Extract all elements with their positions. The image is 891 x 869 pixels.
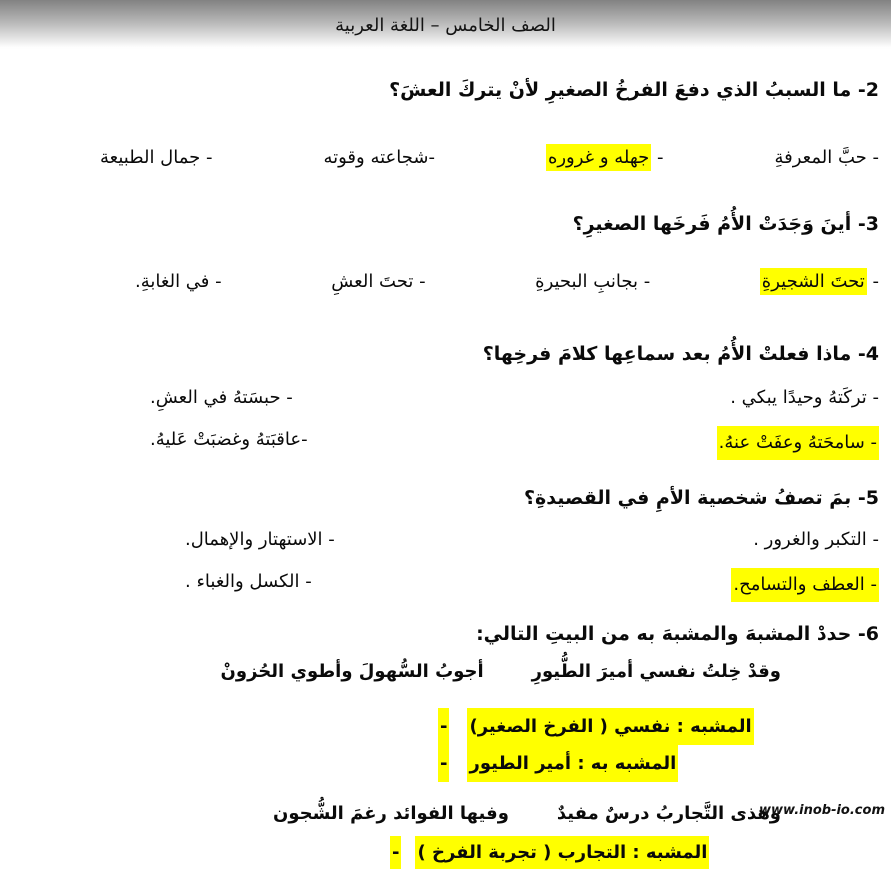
q3-option-3: - تحتَ العشِ [331,271,426,292]
q6-verse-1-right-hemistich: وقدْ خِلتُ نفسي أميرَ الطُّيورِ [531,661,781,682]
q6-verse-2-right-hemistich: وهذى التَّجاربُ درسٌ مفيدٌ [556,803,781,824]
q3-option-4: - في الغابةِ. [135,271,222,292]
q2-option-2-dash: - [651,147,664,168]
q6-answer-line-2 [438,745,891,782]
q5-option-4: - الكسل والغباء . [185,571,312,592]
q6-verse-2-left-hemistich: وفيها الفوائد رغمَ الشُّجون [272,803,509,824]
question-4-options-row-1 [150,384,879,412]
q4-option-1: - تركَتهُ وحيدًا يبكي . [730,387,879,408]
q6-answer-block [0,708,891,782]
q5-option-1: - التكبر والغرور . [753,529,879,550]
question-4-text: 4- ماذا فعلتْ الأُمُ بعد سماعِها كلامَ فرخِها؟ [482,343,879,365]
q6-answer-2-dash: - [438,745,449,782]
q4-option-2: - حبسَتهُ في العشِ. [150,387,293,408]
question-2-text: 2- ما السببُ الذي دفعَ الفرخُ الصغيرِ لأنْ يتركَ العشَ؟ [389,79,879,101]
q2-option-2-highlight: جهله و غروره [546,144,651,171]
q3-option-1-dash: - [866,271,879,292]
q6-answer-1-dash: - [438,708,449,745]
q6-verse-2 [0,800,781,828]
q4-option-4: -عاقبَتهُ وغضبَتْ عَليهُ. [150,429,308,450]
q5-option-2: - الاستهتار والإهمال. [185,529,335,550]
q6-answer-3-text: المشبه : التجارب ( تجربة الفرخ ) [415,836,709,869]
q5-option-3-highlight: - العطف والتسامح. [731,568,879,602]
question-5-options-row-1 [185,526,879,554]
q3-option-1 [760,268,879,296]
q2-option-2 [546,144,664,172]
question-2-options-row [100,144,879,172]
page-header [0,0,891,50]
q6-answer-line-1 [438,708,891,745]
question-3-options-row [135,268,879,296]
q6-verse-1 [0,658,781,686]
q4-option-3-highlight: - سامحَتهُ وعفَتْ عنهُ. [717,426,879,460]
q6-answer-3-dash: - [390,836,401,869]
q6-verse-1-left-hemistich: أجوبُ السُّهولَ وأطوي الحُزونْ [220,661,484,682]
question-5-text: 5- بمَ تصفُ شخصية الأمِ في القصيدةِ؟ [524,487,879,509]
q3-option-2: - بجانبِ البحيرةِ [535,271,651,292]
q2-option-1: - حبَّ المعرفةِ [774,147,879,168]
question-6-text: 6- حددْ المشبهَ والمشبهَ به من البيتِ التالي: [476,623,879,645]
q2-option-4: - جمال الطبيعة [100,147,213,168]
page-title: الصف الخامس – اللغة العربية [335,14,556,36]
q6-answer-line-3 [0,836,891,869]
question-4-options-row-2 [150,426,879,460]
q6-answer-1-text: المشبه : نفسي ( الفرخ الصغير) [467,708,753,745]
q6-answer-2-text: المشبه به : أمير الطيور [467,745,678,782]
question-5-options-row-2 [185,568,879,602]
q2-option-3: -شجاعته وقوته [323,147,435,168]
q3-option-1-highlight: تحتَ الشجيرةِ [760,268,867,295]
watermark-text: www.inob-io.com [759,803,885,818]
question-3-text: 3- أينَ وَجَدَتْ الأُمُ فَرخَها الصغيرِ؟ [572,213,879,235]
